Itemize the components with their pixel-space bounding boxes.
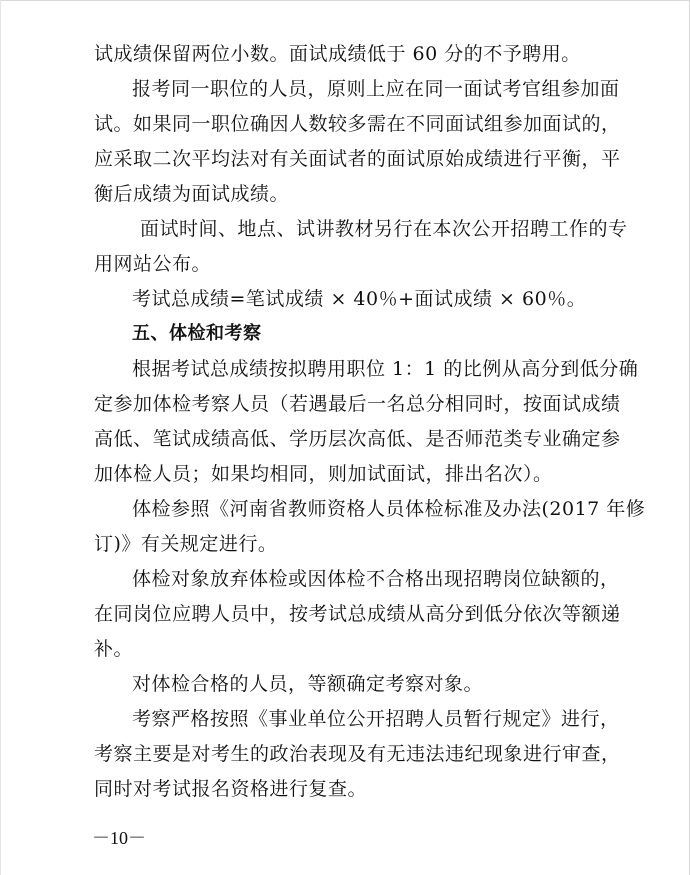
formula-line: 考试总成绩=笔试成绩 × 40％+面试成绩 × 60％。	[132, 288, 587, 310]
paragraph-first-line: 报考同一职位的人员，原则上应在同一面试考官组参加面	[132, 78, 620, 100]
section-heading: 五、体检和考察	[132, 323, 262, 344]
text-line: 高低、笔试成绩高低、学历层次高低、是否师范类专业确定参	[94, 428, 621, 450]
text-line: 在同岗位应聘人员中，按考试总成绩从高分到低分依次等额递	[94, 603, 621, 625]
text-line: 定参加体检考察人员（若遇最后一名总分相同时，按面试成绩	[94, 393, 621, 415]
page-top-edge	[0, 0, 690, 1]
text-line: 考察主要是对考生的政治表现及有无违法违纪现象进行审查，	[94, 743, 621, 765]
text-line: 补。	[94, 638, 134, 660]
paragraph-first-line: 对体检合格的人员，等额确定考察对象。	[132, 673, 484, 695]
text-line: 试成绩保留两位小数。面试成绩低于 60 分的不予聘用。	[94, 43, 581, 65]
text-line: 加体检人员；如果均相同，则加试面试，排出名次）。	[94, 463, 553, 485]
text-line: 试。如果同一职位确因人数较多需在不同面试组参加面试的，	[94, 113, 621, 135]
text-line: 应采取二次平均法对有关面试者的面试原始成绩进行平衡，平	[94, 148, 621, 170]
paragraph-first-line: 体检对象放弃体检或因体检不合格出现招聘岗位缺额的，	[132, 568, 620, 590]
page-number: －10－	[92, 828, 146, 848]
text-line: 同时对考试报名资格进行复查。	[94, 778, 368, 800]
text-line: 用网站公布。	[94, 253, 212, 275]
paragraph-first-line: 根据考试总成绩按拟聘用职位 1：1 的比例从高分到低分确	[132, 358, 639, 380]
paragraph-first-line: 面试时间、地点、试讲教材另行在本次公开招聘工作的专	[140, 218, 628, 240]
paragraph-first-line: 考察严格按照《事业单位公开招聘人员暂行规定》进行，	[132, 708, 620, 730]
paragraph-first-line: 体检参照《河南省教师资格人员体检标准及办法(2017 年修	[132, 498, 646, 520]
text-line: 衡后成绩为面试成绩。	[94, 183, 290, 205]
page-left-edge	[0, 0, 1, 875]
text-line: 订)》有关规定进行。	[94, 533, 278, 555]
